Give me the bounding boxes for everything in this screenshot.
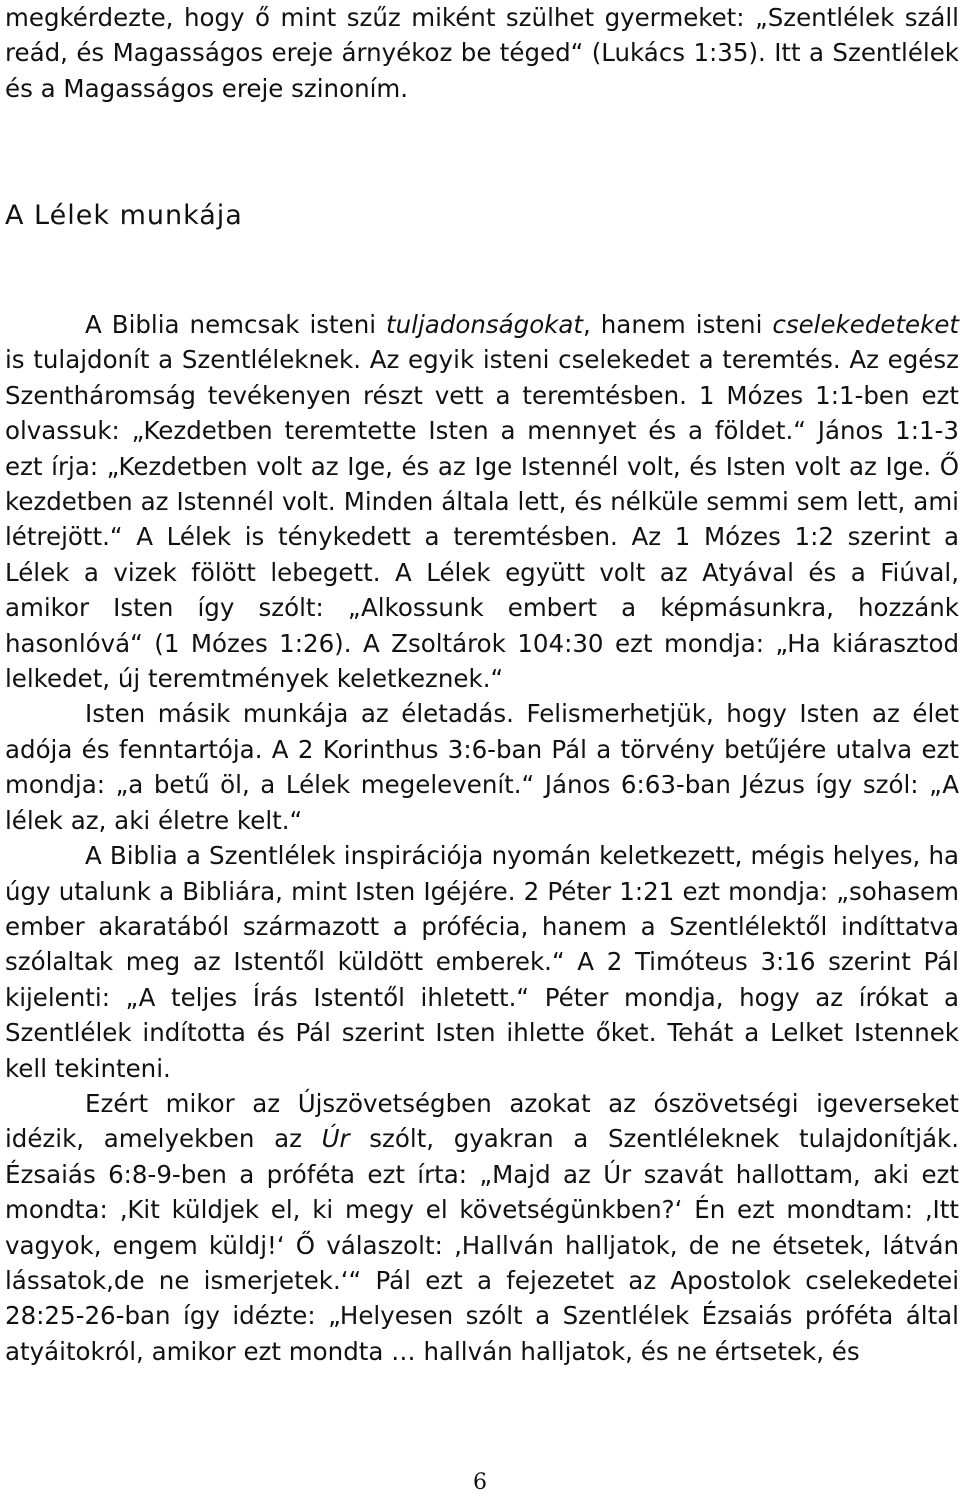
paragraph-inspiration: A Biblia a Szentlélek inspirációja nyomán keletkezett, mégis helyes, ha úgy utalunk a Bibliára, mint Isten Igéjére. 2 Péter 1:21 ezt mondja: „sohasem ember akaratából származott a prófécia, hanem a Szentlélektől indíttatva szólaltak meg az Istentől küldött emberek.“ A 2 Timóteus 3:16 szerint Pál kijelenti: „A teljes Írás Istentől ihletett.“ Péter mondja, hogy az írókat a Szentlélek indította és Pál szerint Isten ihlette őket. Tehát a Lelket Istennek kell tekinteni. bbox=[5, 841, 959, 1083]
paragraph-life-giving: Isten másik munkája az életadás. Felismerhetjük, hogy Isten az élet adója és fenntartója. A 2 Korinthus 3:6-ban Pál a törvény betűjére utalva ezt mondja: „a betű öl, a Lélek megelevenít.“ János 6:63-ban Jézus így szól: „A lélek az, aki életre kelt.“ bbox=[5, 699, 959, 835]
paragraph-new-testament bbox=[5, 1086, 959, 1369]
page-number: 6 bbox=[473, 1470, 487, 1495]
paragraph-new-testament-part-a: Ezért mikor az Újszövetségben azokat az ószövetségi igeverseket idézik, amelyekben az bbox=[5, 1088, 959, 1154]
section-heading: A Lélek munkája bbox=[5, 200, 243, 231]
paragraph-creation-part-e: is tulajdonít a Szentléleknek. Az egyik isteni cselekedet a teremtés. Az egész Szentháromság tevékenyen részt vett a teremtésben. 1 Mózes 1:1-ben ezt olvassuk: „Kezdetben teremtette Isten a mennyet és a földet.“ János 1:1-3 ezt írja: „Kezdetben volt az Ige, és az Ige Istennél volt, és Isten volt az Ige. Ő kezdetben az Istennél volt. Minden általa lett, és nélküle semmi sem lett, ami létrejött.“ A Lélek is ténykedett a teremtésben. Az 1 Mózes 1:2 szerint a Lélek a vizek fölött lebegett. A Lélek együtt volt az Atyával és a Fiúval, amikor Isten így szólt: „Alkossunk embert a képmásunkra, hozzánk hasonlóvá“ (1 Mózes 1:26). A Zsoltárok 104:30 ezt mondja: „Ha kiárasztod lelkedet, új teremtmények keletkeznek.“ bbox=[5, 345, 959, 694]
paragraph-creation bbox=[5, 307, 959, 696]
paragraph-new-testament-italic: Úr bbox=[321, 1124, 350, 1154]
paragraph-creation-italic-1: tuljadonságokat bbox=[386, 310, 583, 339]
paragraph-creation-italic-2: cselekedeteket bbox=[772, 310, 959, 339]
main-text bbox=[5, 307, 959, 1369]
intro-paragraph bbox=[5, 0, 959, 106]
paragraph-creation-part-c: , hanem isteni bbox=[583, 310, 773, 339]
paragraph-new-testament-part-c: szólt, gyakran a Szentléleknek tulajdonítják. Ézsaiás 6:8-9-ben a próféta ezt írta: „Majd az Úr szavát hallottam, aki ezt mondta: ‚Kit küldjek el, ki megy el követségünkben?‘ Én ezt mondtam: ‚Itt vagyok, engem küldj!‘ Ő válaszolt: ‚Hallván halljatok, de ne étsetek, látván lássatok,de ne ismerjetek.‘“ Pál ezt a fejezetet az Apostolok cselekedetei 28:25-26-ban így idézte: „Helyesen szólt a Szentlélek Ézsaiás próféta által atyáitokról, amikor ezt mondta … hallván halljatok, és ne értsetek, és bbox=[5, 1124, 960, 1366]
paragraph-creation-part-a: A Biblia nemcsak isteni bbox=[85, 310, 387, 339]
intro-text: megkérdezte, hogy ő mint szűz miként szülhet gyermeket: „Szentlélek száll reád, és Magasságos ereje árnyékoz be téged“ (Lukács 1:35). Itt a Szentlélek és a Magasságos ereje szinoním. bbox=[5, 3, 959, 103]
